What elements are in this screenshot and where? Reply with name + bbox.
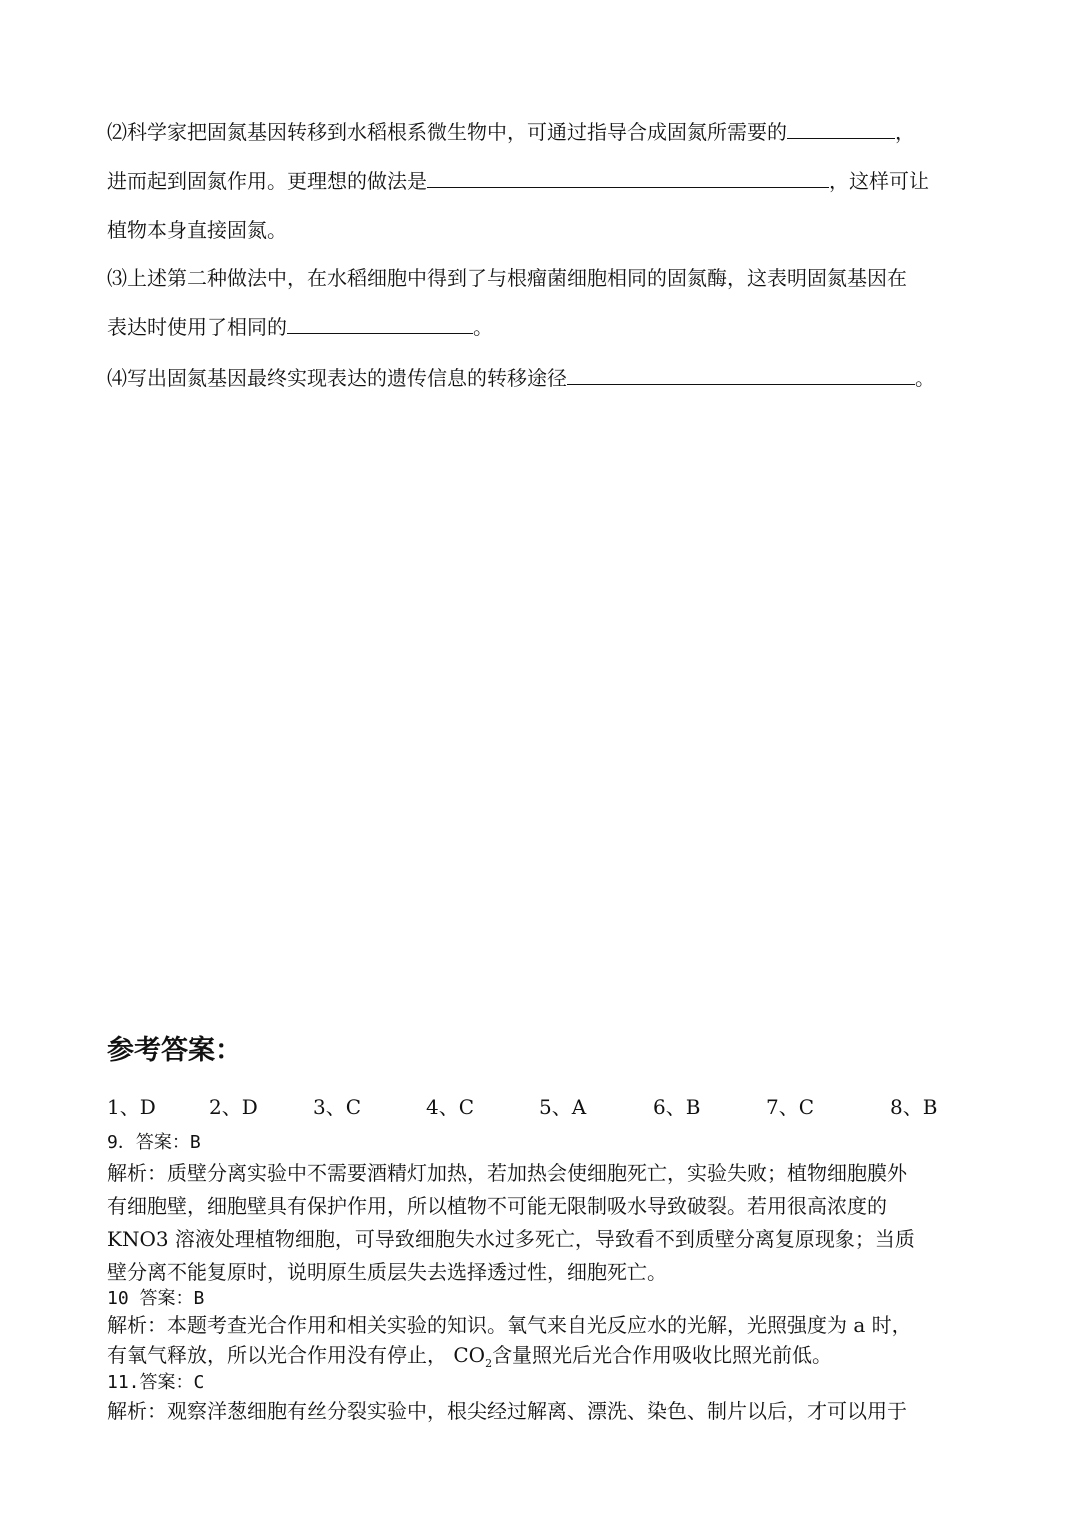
answer-9-explanation-line: KNO3 溶液处理植物细胞，可导致细胞失水过多死亡，导致看不到质壁分离复原现象；当质 — [107, 1227, 915, 1251]
mc-answer: 6、B — [653, 1095, 701, 1119]
question-2-text-d: ，这样可让 — [829, 169, 929, 193]
answer-10-text-a: 有氧气释放，所以光合作用没有停止， CO — [107, 1343, 486, 1367]
mc-answer: 5、A — [539, 1095, 587, 1119]
answers-heading: 参考答案： — [107, 1035, 242, 1066]
question-4-text-a: ⑷写出固氮基因最终实现表达的遗传信息的转移途径 — [107, 366, 567, 390]
answer-10-text-b: 含量照光后光合作用吸收比照光前低。 — [492, 1343, 833, 1367]
answer-blank — [787, 120, 895, 139]
question-2-line-1 — [107, 120, 982, 144]
answer-9-explanation-line: 有细胞壁，细胞壁具有保护作用，所以植物不可能无限制吸水导致破裂。若用很高浓度的 — [107, 1194, 887, 1218]
answer-9-explanation-line: 解析：质壁分离实验中不需要酒精灯加热，若加热会使细胞死亡，实验失败；植物细胞膜外 — [107, 1161, 907, 1185]
co2-subscript: 2 — [485, 1357, 493, 1370]
answer-9-explanation-line: 壁分离不能复原时，说明原生质层失去选择透过性，细胞死亡。 — [107, 1260, 667, 1284]
question-4-text-b: 。 — [915, 366, 935, 390]
question-2-line-2 — [107, 169, 982, 193]
answer-10-explanation-line — [107, 1343, 982, 1376]
mc-answer: 4、C — [426, 1095, 475, 1119]
question-3-line-2 — [107, 315, 982, 339]
mc-answer: 8、B — [890, 1095, 938, 1119]
question-2-line-3: 植物本身直接固氮。 — [107, 218, 287, 242]
answer-blank — [567, 366, 915, 385]
answer-11-explanation-line: 解析：观察洋葱细胞有丝分裂实验中，根尖经过解离、漂洗、染色、制片以后，才可以用于 — [107, 1399, 907, 1423]
question-3-text-b: 。 — [473, 315, 493, 339]
question-3-text-a: 表达时使用了相同的 — [107, 315, 287, 339]
question-4-line — [107, 366, 982, 390]
answer-9-label: 9．答案：B — [107, 1132, 201, 1153]
question-2-text-c: 进而起到固氮作用。更理想的做法是 — [107, 169, 427, 193]
answer-11-label: 11.答案：C — [107, 1372, 205, 1393]
mc-answer: 2、D — [209, 1095, 258, 1119]
mc-answer: 7、C — [766, 1095, 815, 1119]
question-3-line-1: ⑶上述第二种做法中，在水稻细胞中得到了与根瘤菌细胞相同的固氮酶，这表明固氮基因在 — [107, 266, 907, 290]
answer-10-label: 10 答案：B — [107, 1288, 205, 1309]
question-2-text-a: ⑵科学家把固氮基因转移到水稻根系微生物中，可通过指导合成固氮所需要的 — [107, 120, 787, 144]
answer-10-explanation-line: 解析：本题考查光合作用和相关实验的知识。氧气来自光反应水的光解，光照强度为 a 时， — [107, 1313, 912, 1337]
question-2-text-b: ， — [895, 120, 915, 144]
multiple-choice-answers — [0, 1095, 1087, 1121]
answer-blank — [427, 169, 829, 188]
answer-blank — [287, 315, 473, 334]
mc-answer: 1、D — [107, 1095, 156, 1119]
mc-answer: 3、C — [313, 1095, 362, 1119]
